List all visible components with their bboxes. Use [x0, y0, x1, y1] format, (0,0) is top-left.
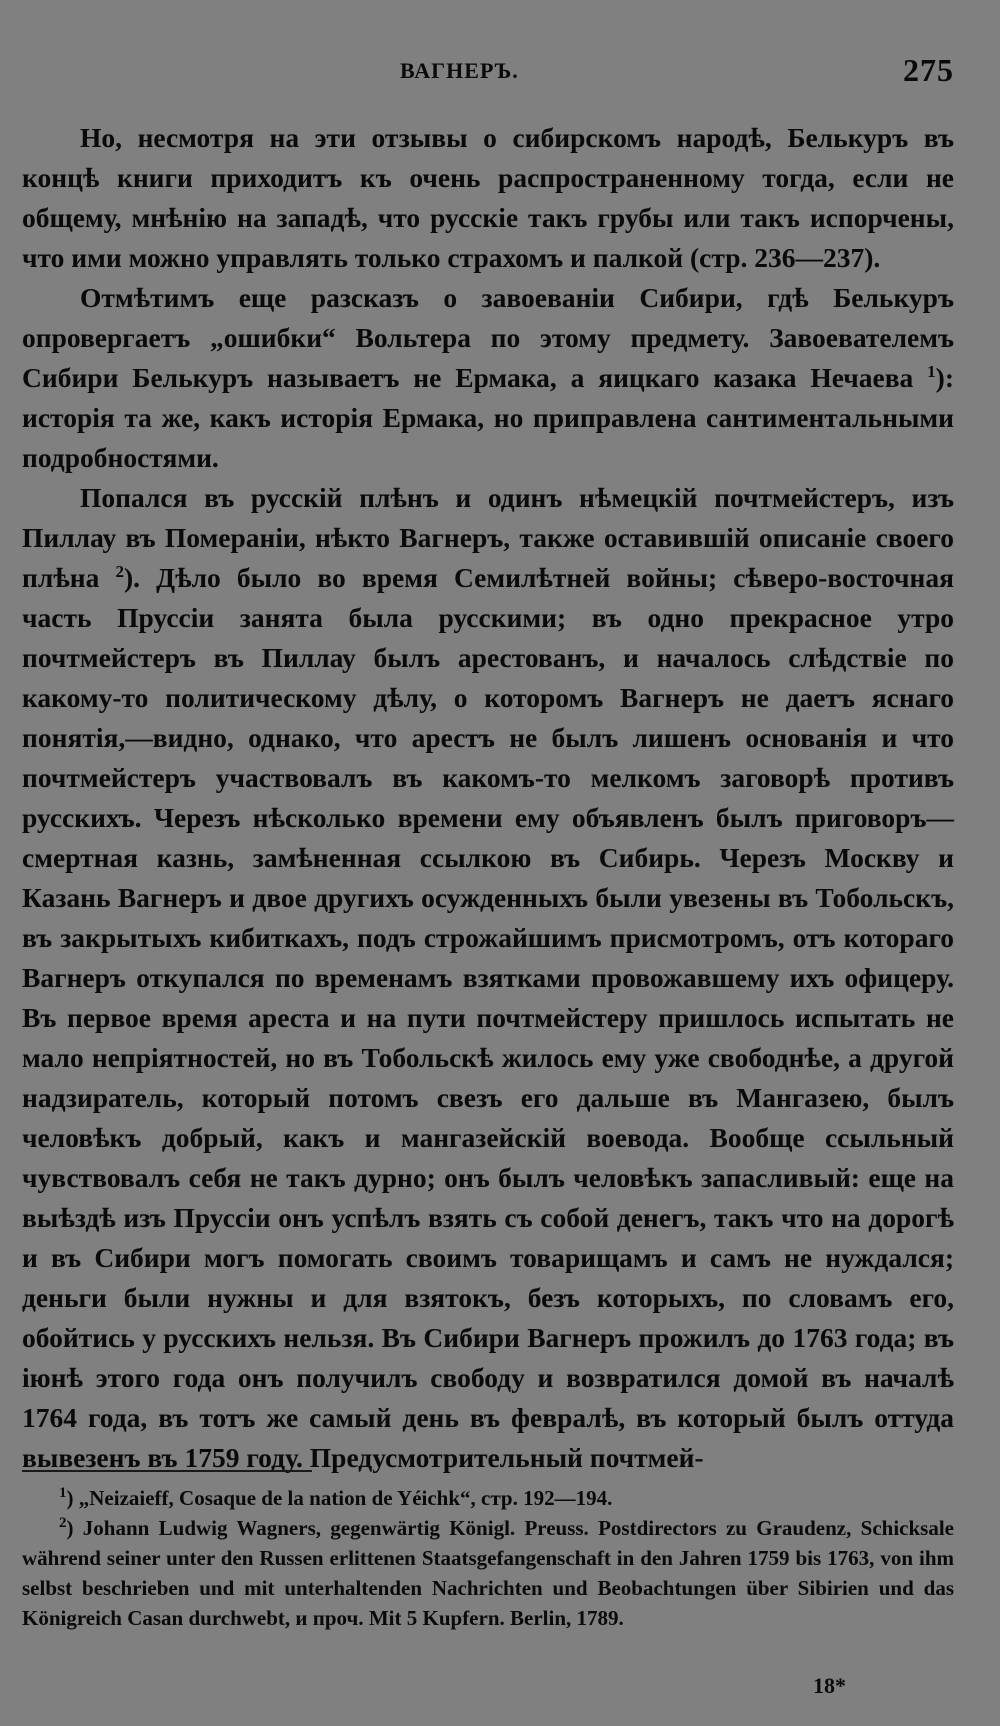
- page-number: 275: [903, 52, 954, 88]
- body-text: [22, 118, 954, 1478]
- paragraph: [22, 478, 954, 1478]
- paragraph-text: Отмѣтимъ еще разсказъ о завоеваніи Сибири, гдѣ Белькуръ опровергаетъ „ошибки“ Вольтера по этому предмету. Завоевателемъ Сибири Белькуръ называетъ не Ермака, а яицкаго казака Нечаева: [22, 282, 954, 393]
- footnote-ref-number: 1: [927, 361, 936, 381]
- paragraph: [22, 278, 954, 478]
- footnote-ref-number: 2: [115, 561, 124, 581]
- running-title: ВАГНЕРЪ.: [400, 58, 519, 83]
- footnote-mark: 2: [59, 1515, 67, 1531]
- footnote: $^2$) Johann Ludwig Wagners, gegenwärtig Königl. Preuss. Postdirectors zu Graudenz, Schicksale während seiner unter den Russen erlittenen Staatsgefangenschaft in den Jahren 1759 bis 1763, von ihm selbst beschrieben und mit unterhaltenden Nachrichten und Beobachtungen über Sibirien und das Königreich Casan durchwebt, и проч. Mit 5 Kupfern. Berlin, 1789.: [22, 1515, 954, 1630]
- footnote: $^1$) „Neizaieff, Cosaque de la nation de Yéichk“, стр. 192—194.: [59, 1485, 613, 1510]
- running-head: [0, 52, 1000, 92]
- footnote-text: Johann Ludwig Wagners, gegenwärtig Königl. Preuss. Postdirectors zu Graudenz, Schicksale während seiner unter den Russen erlittenen Staatsgefangenschaft in den Jahren 1759 bis 1763, von ihm selbst beschrieben und mit unterhaltenden Nachrichten und Beobachtungen über Sibirien und das Königreich Casan durchwebt, и проч. Mit 5 Kupfern. Berlin, 1789.: [22, 1516, 954, 1630]
- footnote-ref-2: $^2$): [115, 561, 134, 593]
- footnotes: [22, 1483, 954, 1633]
- signature-mark: 18*: [813, 1673, 846, 1698]
- paragraph-text: . Дѣло было во время Семилѣтней войны; сѣверо-восточная часть Пруссіи занята была русскими; въ одно прекрасное утро почтмейстеръ въ Пиллау былъ арестованъ, и началось слѣдствіе по какому-то политическому дѣлу, о которомъ Вагнеръ не даетъ яснаго понятія,—видно, однако, что арестъ не былъ лишенъ основанія и что почтмейстеръ участвовалъ въ какомъ-то мелкомъ заговорѣ противъ русскихъ. Черезъ нѣсколько времени ему объявленъ былъ приговоръ—смертная казнь, замѣненная ссылкою въ Сибирь. Черезъ Москву и Казань Вагнеръ и двое другихъ осужденныхъ были увезены въ Тобольскъ, въ закрытыхъ кибиткахъ, подъ строжайшимъ присмотромъ, отъ котораго Вагнеръ откупался по временамъ взятками провожавшему ихъ офицеру. Въ первое время ареста и на пути почтмейстеру пришлось испытать не мало непріятностей, но въ Тобольскѣ жилось ему уже свободнѣе, а другой надзиратель, который потомъ свезъ его дальше въ Мангазею, былъ человѣкъ добрый, какъ и мангазейскій воевода. Вообще ссыльный чувствовалъ себя не такъ дурно; онъ былъ человѣкъ запасливый: еще на выѣздѣ изъ Пруссіи онъ успѣлъ взять съ собой денегъ, такъ что на дорогѣ и въ Сибири могъ помогать своимъ товарищамъ и самъ не нуждался; деньги были нужны и для взятокъ, безъ которыхъ, по словамъ его, обойтись у русскихъ нельзя. Въ Сибири Вагнеръ прожилъ до 1763 года; въ іюнѣ этого года онъ получилъ свободу и возвратился домой въ началѣ 1764 года, въ тотъ же самый день въ февралѣ, въ который былъ оттуда вывезенъ въ 1759 году. Предусмотрительный почтмей-: [22, 562, 955, 1473]
- footnote-mark: 1: [59, 1485, 67, 1501]
- paragraph-text: Попался въ русскій плѣнъ и одинъ нѣмецкій почтмейстеръ, изъ Пиллау въ Помераніи, нѣкто Вагнеръ, также оставившій описаніе своего плѣна: [22, 482, 954, 593]
- footnote-ref-1: $^1$): [927, 361, 945, 393]
- paragraph-text: : исторія та же, какъ исторія Ермака, но приправлена сантиментальными подробностями.: [22, 362, 954, 473]
- footnote-text: „Neizaieff, Cosaque de la nation de Yéichk“, стр. 192—194.: [78, 1486, 613, 1510]
- footnote-rule: [22, 1470, 312, 1472]
- paragraph: Но, несмотря на эти отзывы о сибирскомъ народѣ, Белькуръ въ концѣ книги приходитъ къ очень распространенному тогда, если не общему, мнѣнію на западѣ, что русскіе такъ грубы или такъ испорчены, что ими можно управлять только страхомъ и палкой (стр. 236—237).: [22, 122, 954, 273]
